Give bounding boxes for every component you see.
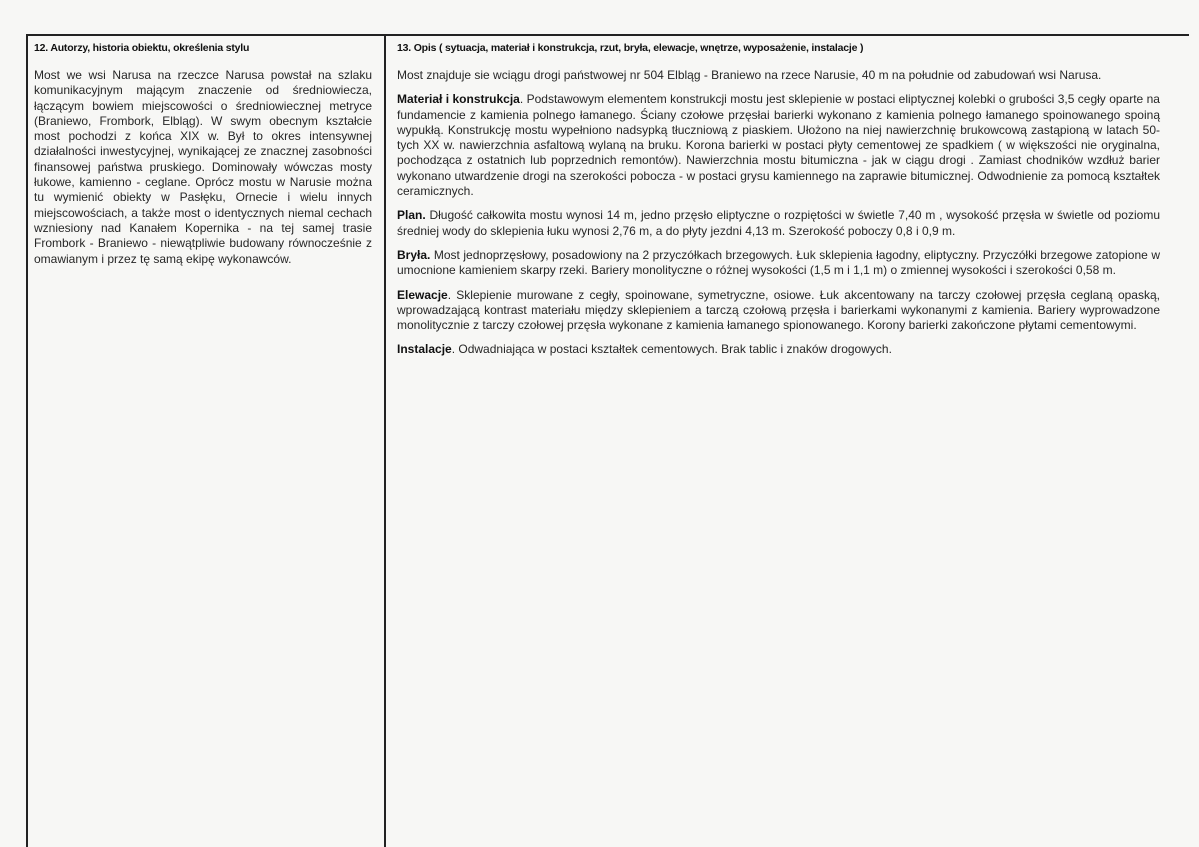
- paragraph-label: Plan.: [397, 208, 426, 223]
- paragraph-instalacje: [397, 342, 1160, 357]
- paragraph-label: Elewacje: [397, 287, 448, 302]
- paragraph-label: Materiał i konstrukcja: [397, 92, 520, 107]
- paragraph-text: . Odwadniająca w postaci kształtek cementowych. Brak tablic i znaków drogowych.: [451, 342, 892, 357]
- paragraph-bryla: [397, 248, 1160, 279]
- paragraph-label: Bryła.: [397, 247, 431, 262]
- paragraph-text: Most jednoprzęsłowy, posadowiony na 2 przyczółkach brzegowych. Łuk sklepienia łagodny, eliptyczny. Przyczółki brzegowe zatopione w umocnione kamieniem skarpy rzeki. Bariery monolityczne o różnej wysokości (1,5 m i 1,1 m) o zmiennej wysokości i szerokości 0,58 m.: [397, 247, 1160, 278]
- paragraph-label: Instalacje: [397, 342, 452, 357]
- frame-left-rule: [26, 34, 28, 847]
- intro-paragraph: Most znajduje sie wciągu drogi państwowej nr 504 Elbląg - Braniewo na rzece Narusie, 40 m na południe od zabudowań wsi Narusa.: [397, 68, 1102, 82]
- column-divider: [384, 34, 386, 847]
- section-13: [397, 42, 1160, 367]
- paragraph-elewacje: [397, 288, 1160, 334]
- section-12: [34, 42, 372, 276]
- paragraph-material-konstrukcja: [397, 92, 1160, 199]
- section-12-heading: 12. Autorzy, historia obiektu, określenia stylu: [34, 42, 250, 54]
- frame-top-rule: [26, 34, 1189, 36]
- paragraph-plan: [397, 208, 1160, 239]
- section-13-heading: 13. Opis ( sytuacja, materiał i konstrukcja, rzut, bryła, elewacje, wnętrze, wyposażenie, instalacje ): [397, 42, 864, 54]
- paragraph-text: . Sklepienie murowane z cegły, spoinowane, symetryczne, osiowe. Łuk akcentowany na tarczy czołowej przęsła ceglaną opaską, wprowadzającą kontrast materiału między sklepieniem a tarczą czołową przęsła i barierkami wykonanymi z kamienia. Bariery wyprowadzone monolitycznie z tarczy czołowej przęsła wykonane z kamienia łamanego spionowanego. Korony barierki zakończone płytami cementowymi.: [397, 287, 1160, 333]
- paragraph-text: . Podstawowym elementem konstrukcji mostu jest sklepienie w postaci eliptycznej kolebki o grubości 3,5 cegły oparte na fundamencie z kamienia polnego łamanego. Ściany czołowe przęsłai barierki wykonano z kamienia polnego łamanego spoinowanego spoiną wypukłą. Konstrukcję mostu wypełniono nadsypką tłuczniową z piaskiem. Ułożono na niej nawierzchnię brukowcową zastąpioną w latach 50-tych XX w. nawierzchnia asfaltową wylaną na bruku. Korona barierki w postaci płyty cementowej ze spadkiem ( w większości nie oryginalna, pochodząca z ostatnich lub poprzednich remontów). Nawierzchnia mostu bitumiczna - jak w ciągu drogi . Zamiast chodników wzdłuż barier wykonano utwardzenie drogi na szerokości pobocza - w postaci grysu kamiennego na zaprawie bitumicznej. Odwodnienie za pomocą kształtek ceramicznych.: [397, 92, 1160, 199]
- paragraph-text: Długość całkowita mostu wynosi 14 m, jedno przęsło eliptyczne o rozpiętości w świetle 7,40 m , wysokość przęsła w świetle od poziomu średniej wody do sklepienia łuku wynosi 2,76 m, a do płyty jezdni 4,13 m. Szerokość poboczy 0,8 i 0,9 m.: [397, 208, 1160, 238]
- section-12-text: Most we wsi Narusa na rzeczce Narusa powstał na szlaku komunikacyjnym mającym znaczenie od średniowiecza, łączącym bowiem miejscowości o średniowiecznej metryce (Braniewo, Frombork, Elbląg). W swym obecnym kształcie most pochodzi z końca XIX w. Był to okres intensywnej działalności inwestycyjnej, wynikającej ze znacznej zasobności finansowej państwa pruskiego. Dominowały wówczas mosty łukowe, kamienno - ceglane. Oprócz mostu w Narusie można tu wymienić obiekty w Pasłęku, Ornecie i wielu innych miejscowościach, a także most o identycznych niemal cechach wzniesiony nad Kanałem Kopernika - na tej samej trasie Frombork - Braniewo - niewątpliwie budowany równocześnie z omawianym i przez tę samą ekipę wykonawców.: [34, 68, 372, 266]
